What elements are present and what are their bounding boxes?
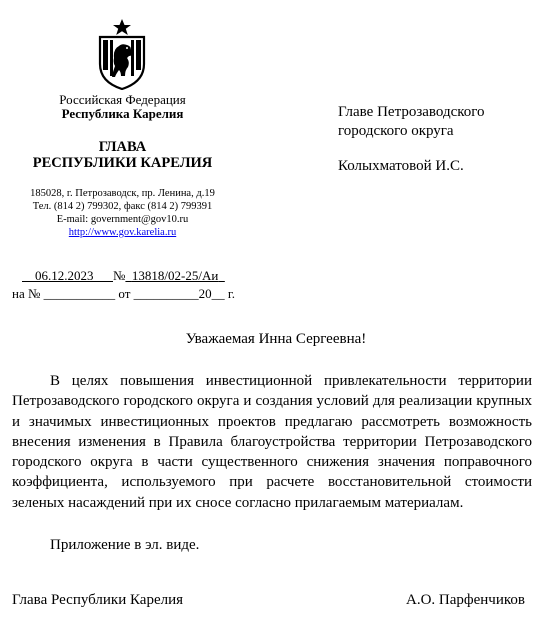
registration-line [22,268,225,283]
addressee-name: Колыхматовой И.С. [338,158,464,174]
email-address: E-mail: government@gov10.ru [56,214,189,225]
addressee-line1: Главе Петрозаводского [338,104,485,120]
website-link[interactable]: http://www.gov.karelia.ru [68,227,177,238]
karelia-coat-of-arms-icon [94,18,150,90]
attachment-note: Приложение в эл. виде. [50,537,200,553]
registration-number-label: № [113,268,126,283]
postal-address: 185028, г. Петрозаводск, пр. Ленина, д.19 [30,188,215,199]
reply-reference-line: на № ___________ от __________20__ г. [12,286,236,301]
head-title-line1: ГЛАВА [98,139,147,155]
letter-body: В целях повышения инвестиционной привлекательности территории Петрозаводского городского округа и создания условий для реализации крупных и значимых инвестиционных проектов предлагаю рассмотреть возможность внесения изменения в Правила благоустройства территории Петрозаводского городского округа в части существенного снижения значения поправочного коэффициента, используемого при расчете восстановительной стоимости зеленых насаждений при их сносе согласно прилагаемым материалам. [12,373,532,511]
head-title-line2: РЕСПУБЛИКИ КАРЕЛИЯ [32,155,213,171]
republic-name: Республика Карелия [61,106,184,121]
signature-name: А.О. Парфенчиков [406,592,525,608]
addressee-line2: городского округа [338,123,454,139]
registration-number: 13818/02-25/Аи [131,268,219,283]
registration-date: 06.12.2023 [35,268,94,283]
phone-fax: Тел. (814 2) 799302, факс (814 2) 799391 [32,201,213,212]
salutation: Уважаемая Инна Сергеевна! [185,331,367,347]
country-name: Российская Федерация [59,92,186,107]
signature-title: Глава Республики Карелия [12,592,184,608]
